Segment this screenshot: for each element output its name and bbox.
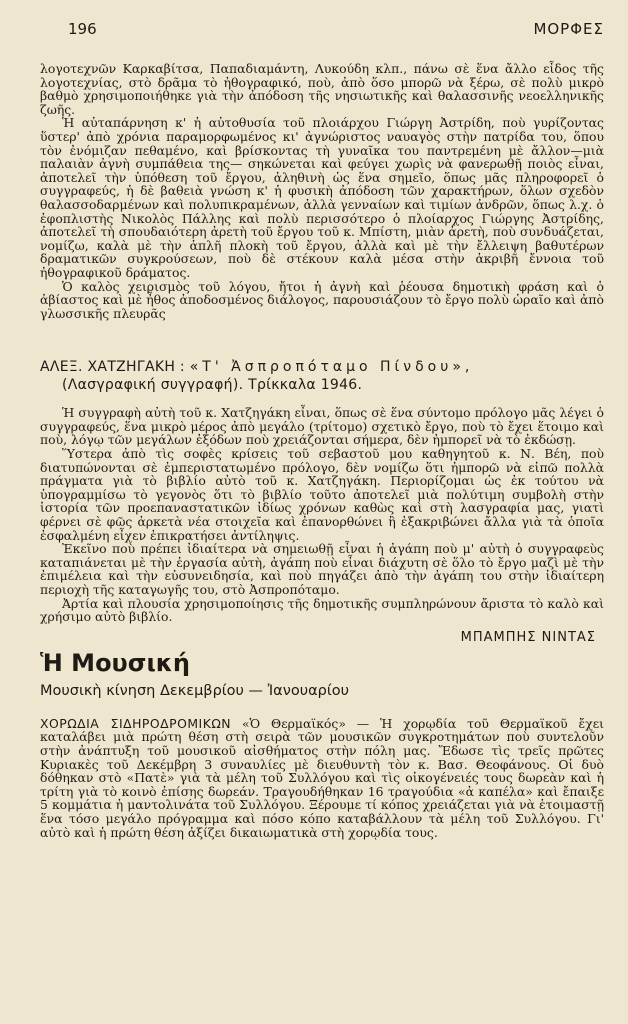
running-head: ΜΟΡΦΕΣ — [533, 20, 604, 38]
review2-heading-title: «Τ' Ἀσπροπόταμο Πίνδου», — [189, 359, 474, 376]
page-body — [40, 62, 604, 839]
review1-paragraph-2: Ἡ αὐταπάρνηση κ' ἡ αὐτοθυσία τοῦ πλοιάρχου Γιώργη Ἀστρίδη, ποὺ γυρίζοντας ὕστερ' ἀπὸ χρόνια παραμορφωμένος κι' ἀγνώριστος ναυαγὸς στὴν πατρίδα του, ὅπου τὸν ἐνόμιζαν πεθαμένο, καὶ βρίσκοντας τὴ γυναῖκα του παντρεμένη μὲ ἄλλον—μιὰ παλαιὰν ἀγνὴ συμπάθεια της— σηκώνεται καὶ φεύγει χωρὶς νὰ φανερωθῇ ποιὸς εἶναι, ἀποτελεῖ τὴν ὑπόθεση τοῦ ἔργου, ἀληθινὴ ὡς ἕνα σημεῖο, ὅπως μᾶς πληροφορεῖ ὁ συγγραφεύς, ἡ δὲ βαθειὰ γνώση κ' ἡ φυσικὴ ἀπόδοση τῶν χαρακτήρων, ὅλων σχεδὸν θαλασσοδαρμένων καὶ πολυπικραμένων, ἀλλὰ γενναίων καὶ τιμίων ἀνδρῶν, ὅπως λ.χ. ὁ ἐφοπλιστὴς Νικολὸς Πάλλης καὶ πολὺ περισσότερο ὁ πλοίαρχος Γιώργης Ἀστρίδης, ἀποτελεῖ τὴ σπουδαιότερη ἀρετὴ τοῦ ἔργου τοῦ κ. Μπίστη, μιὰν ἀρετὴ, ποὺ συνδυάζεται, νομίζω, καλὰ μὲ τὴν ἁπλῆ πλοκὴ τοῦ ἔργου, ἀλλὰ καὶ μὲ τὴν ἔλλειψη βαθυτέρων δραματικῶν συγκρούσεων, ποὺ δὲ στέκουν καλὰ μέσα στὴν ἀκριβῆ ἔννοια τοῦ ἠθογραφικοῦ δράματος. — [40, 115, 604, 280]
review2-signature: ΜΠΑΜΠΗΣ ΝΙΝΤΑΣ — [460, 629, 596, 645]
music-section — [40, 649, 604, 839]
review2-paragraph-3: Ἐκεῖνο ποὺ πρέπει ἰδιαίτερα νὰ σημειωθῇ εἶναι ἡ ἀγάπη ποὺ μ' αὐτὴ ὁ συγγραφεὺς καταπιάνεται μὲ τὴν ἐργασία αὐτὴ, ἀγάπη ποὺ εἶναι διάχυτη σὲ ὅλο τὸ ἔργο μαζὶ μὲ τὴν ἐπιμέλεια καὶ τὴν εὐσυνειδησία, καὶ ποὺ πηγάζει ἀπὸ τὴν ἀγάπη του στὴν ἰδιαίτερη περιοχὴ τῆς καταγωγῆς του, στὸ Ἀσπροπόταμο. — [40, 541, 604, 597]
review-aspropotamo — [40, 358, 604, 645]
review2-heading — [40, 358, 604, 394]
review2-paragraph-4: Ἀρτία καὶ πλουσία χρησιμοποίησις τῆς δημοτικῆς συμπληρώνουν ἄριστα τὸ καλὸ καὶ χρήσιμο αὐτὸ βιβλίο. — [40, 595, 604, 625]
review2-heading-sub: (Λασγραφική συγγραφή). Τρίκκαλα 1946. — [62, 377, 363, 394]
section-subtitle-music: Μουσικὴ κίνηση Δεκεμβρίου — Ἰανουαρίου — [40, 682, 350, 699]
review2-paragraph-2: Ὕστερα ἀπὸ τὶς σοφὲς κρίσεις τοῦ σεβαστοῦ μου καθηγητοῦ κ. Ν. Βέη, ποὺ διατυπώνονται σὲ ἐμπεριστατωμένο πρόλογο, δὲν νομίζω ὅτι ἠμπορῶ νὰ εἰπῶ πολλὰ πράγματα γιὰ τὸ βιβλίο αὐτὸ τοῦ κ. Χατζηγάκη. Περιορίζομαι ὡς ἐκ τούτου νὰ ὑπογραμμίσω τὸ γεγονὸς ὅτι τὸ βιβλίο τοῦτο ἀποτελεῖ μιὰ πολύτιμη συμβολὴ στὴν ἱστορία τῶν προεπαναστατικῶν ἰδίως χρόνων καθὼς καὶ στὴ λασγραφία μας, γιατὶ φέρνει σὲ φῶς ἀρκετὰ νέα στοιχεῖα καὶ ἐπανορθώνει ἢ ἐξακριβώνει ἄλλα γιὰ τὰ ὁποῖα ἐσφαλμένη εἶχεν ἐπικρατήσει ἀντίληψις. — [40, 446, 604, 543]
review2-heading-author: ΑΛΕΞ. ΧΑΤΖΗΓΑΚΗ : — [40, 359, 185, 376]
page-header — [68, 20, 604, 44]
review-continued — [40, 62, 604, 320]
page-number: 196 — [68, 20, 97, 38]
ensemble-name: ΧΟΡΩΔΙΑ ΣΙΔΗΡΟΔΡΟΜΙΚΩΝ — [40, 715, 232, 731]
music-paragraph — [40, 717, 604, 839]
music-paragraph-text: «Ὁ Θερμαϊκός» — Ἡ χορῳδία τοῦ Θερμαϊκοῦ ἔχει καταλάβει μιὰ πρώτη θέση στὴ σειρὰ τῶν μουσικῶν συγκροτημάτων ποὺ συντελοῦν στὴν ἀνάπτυξη τοῦ μουσικοῦ αἰσθήματος στὴν πόλη μας. Ἔδωσε τὶς τρεῖς πρῶτες Κυριακὲς τοῦ Δεκέμβρη 3 συναυλίες μὲ διευθυντὴ τὸν κ. Βασ. Θεοφάνους. Οἱ δυὸ δόθηκαν στὸ «Πατὲ» γιὰ τὰ μέλη τοῦ Συλλόγου καὶ τὶς οἰκογένειές τους δωρεὰν καὶ ἡ τρίτη γιὰ τὸ κοινὸ ἐπίσης δωρεάν. Τραγουδήθηκαν 16 τραγούδια «ἀ καπέλα» καὶ ἔπαιξε 5 κομμάτια ἡ μαντολινάτα τοῦ Συλλόγου. Ξέρουμε τί κόπος χρειάζεται γιὰ νὰ ἑτοιμαστῇ ἕνα τόσο μεγάλο πρόγραμμα καὶ πόσο κόπο καταβάλλουν τὰ μέλη τοῦ Συλλόγου. Γι' αὐτὸ καὶ ἡ πρώτη θέση ἀξίζει δικαιωματικὰ στὴ χορῳδία τους. — [40, 715, 604, 840]
section-title-music: Ἡ Μουσική — [40, 648, 190, 677]
review1-paragraph-3: Ὁ καλὸς χειρισμὸς τοῦ λόγου, ἤτοι ἡ ἀγνὴ καὶ ῥέουσα δημοτικὴ φράση καὶ ὁ ἀβίαστος καὶ μὲ ἦθος ἀποδοσμένος διάλογος, παρουσιάζουν τὸ ἔργο πολὺ ὡραῖο καὶ ἀπὸ γλωσσικῆς πλευρᾶς — [40, 278, 604, 321]
review1-paragraph-1: λογοτεχνῶν Καρκαβίτσα, Παπαδιαμάντη, Λυκούδη κλπ., πάνω σὲ ἕνα ἄλλο εἶδος τῆς λογοτεχνίας, στὸ δρᾶμα τὸ ἠθογραφικό, ποὺ, ἀπὸ ὅσο μπορῶ νὰ ξέρω, σὲ πολὺ μικρὸ βαθμὸ χρησιμοποιήθηκε γιὰ τὴν ἀπόδοση τῆς νησιωτικῆς καὶ θαλασσινῆς νεοελληνικῆς ζωῆς. — [40, 61, 604, 117]
review2-paragraph-1: Ἡ συγγραφὴ αὐτὴ τοῦ κ. Χατζηγάκη εἶναι, ὅπως σὲ ἕνα σύντομο πρόλογο μᾶς λέγει ὁ συγγραφεύς, ἕνα μικρὸ μέρος ἀπὸ μεγάλο (τρίτομο) σχετικὸ ἔργο, ποὺ τὸ ἔχει ἕτοιμο καὶ ποὺ, λόγῳ τῶν μεγάλων ἐξόδων ποὺ χρειάζονται σήμερα, δὲν ἠμπορεῖ νὰ τὸ ἐκδώσῃ. — [40, 405, 604, 448]
